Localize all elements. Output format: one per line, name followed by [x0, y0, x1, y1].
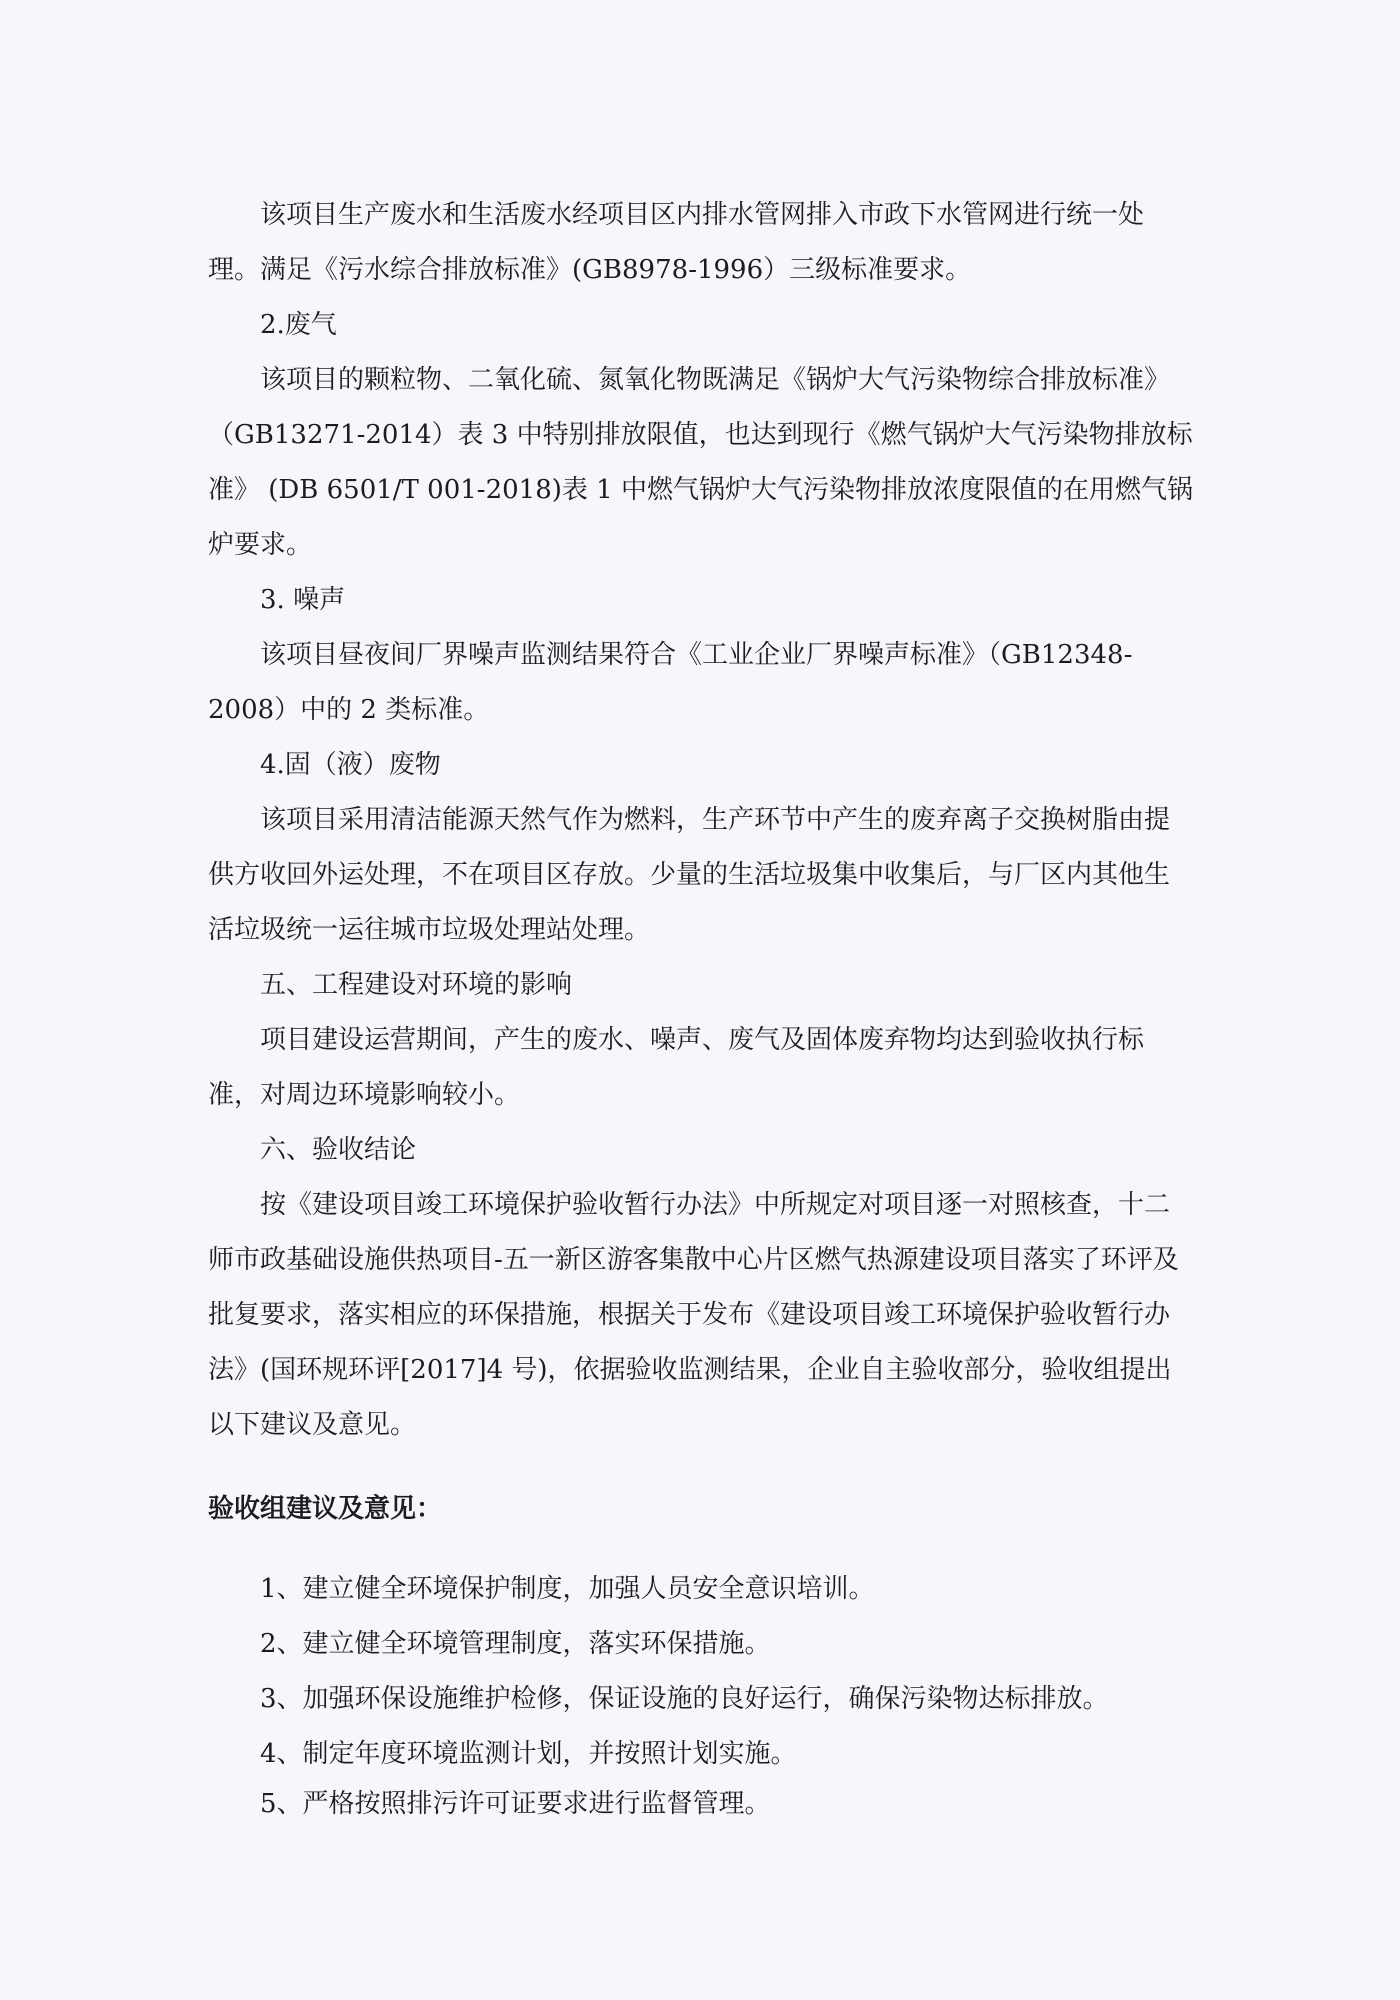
solid-waste-heading: 4.固（液）废物	[260, 750, 441, 780]
conclusion-paragraph: 按《建设项目竣工环境保护验收暂行办法》中所规定对项目逐一对照核查，十二师市政基础设施供热项目-五一新区游客集散中心片区燃气热源建设项目落实了环评及批复要求，落实相应的环保措施，根据关于发布《建设项目竣工环境保护验收暂行办法》(国环规环评[2017]4 号)，依据验收监测结果，企业自主验收部分，验收组提出以下建议及意见。	[208, 1190, 1179, 1440]
noise-heading: 3. 噪声	[260, 585, 346, 615]
advice-item: 4、制定年度环境监测计划，并按照计划实施。	[260, 1739, 797, 1769]
section-wastewater	[208, 188, 1194, 298]
environment-impact-heading: 五、工程建设对环境的影响	[260, 970, 573, 1000]
advice-item: 5、严格按照排污许可证要求进行监督管理。	[260, 1789, 771, 1819]
gas-paragraph: 该项目的颗粒物、二氧化硫、氮氧化物既满足《锅炉大气污染物综合排放标准》（GB13271-2014）表 3 中特别排放限值，也达到现行《燃气锅炉大气污染物排放标准》 (DB 6501/T 001-2018)表 1 中燃气锅炉大气污染物排放浓度限值的在用燃气锅炉要求。	[208, 365, 1193, 560]
section-advice	[208, 1482, 1194, 1537]
section-gas	[208, 298, 1194, 573]
advice-item: 1、建立健全环境保护制度，加强人员安全意识培训。	[260, 1574, 875, 1604]
conclusion-heading: 六、验收结论	[260, 1135, 417, 1165]
wastewater-paragraph: 该项目生产废水和生活废水经项目区内排水管网排入市政下水管网进行统一处理。满足《污水综合排放标准》(GB8978-1996）三级标准要求。	[208, 200, 1145, 285]
section-solid-waste	[208, 738, 1194, 958]
noise-paragraph: 该项目昼夜间厂界噪声监测结果符合《工业企业厂界噪声标准》（GB12348-2008）中的 2 类标准。	[208, 640, 1133, 725]
advice-list	[208, 1562, 1194, 1827]
gas-heading: 2.废气	[260, 310, 337, 340]
section-conclusion	[208, 1123, 1194, 1453]
advice-item: 3、加强环保设施维护检修，保证设施的良好运行，确保污染物达标排放。	[260, 1684, 1109, 1714]
advice-item: 2、建立健全环境管理制度，落实环保措施。	[260, 1629, 771, 1659]
environment-impact-paragraph: 项目建设运营期间，产生的废水、噪声、废气及固体废弃物均达到验收执行标准，对周边环境影响较小。	[208, 1025, 1145, 1110]
advice-heading: 验收组建议及意见：	[208, 1494, 443, 1524]
section-environment-impact	[208, 958, 1194, 1123]
section-noise	[208, 573, 1194, 738]
solid-waste-paragraph: 该项目采用清洁能源天然气作为燃料，生产环节中产生的废弃离子交换树脂由提供方收回外运处理，不在项目区存放。少量的生活垃圾集中收集后，与厂区内其他生活垃圾统一运往城市垃圾处理站处理。	[208, 805, 1171, 945]
